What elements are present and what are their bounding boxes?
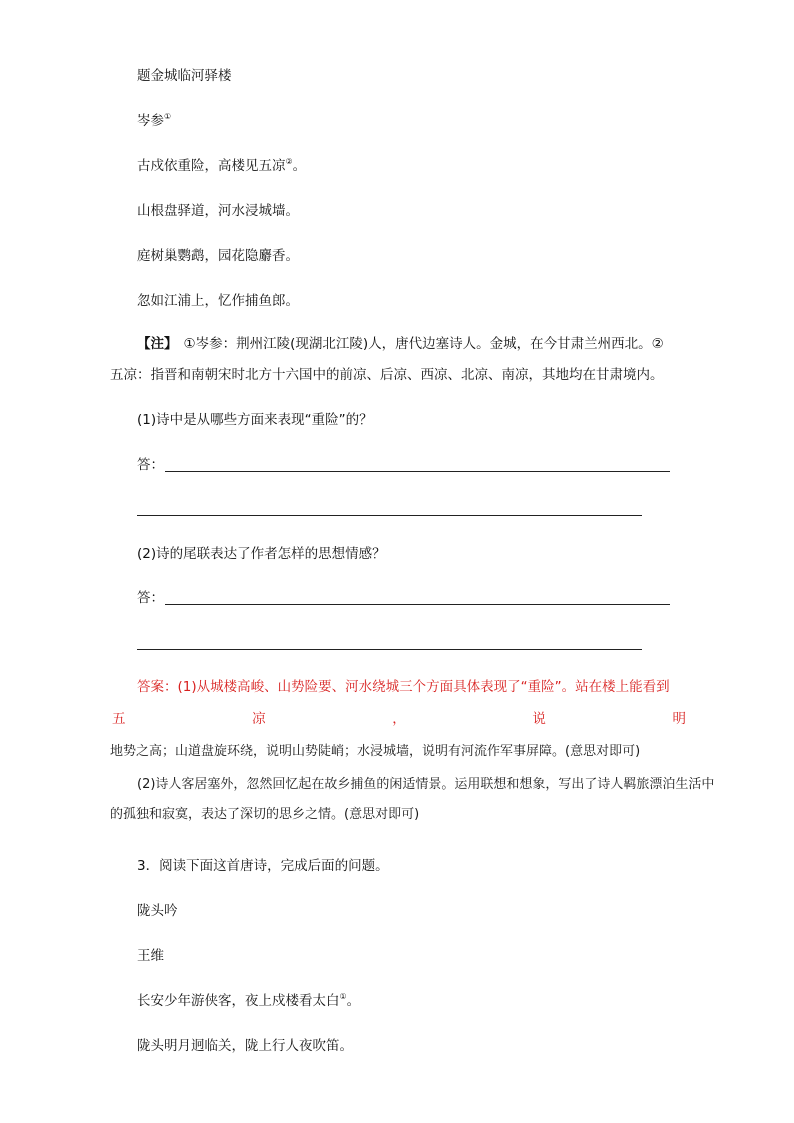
answer-text: 地势之高；山道盘旋环绕，说明山势陡峭；水浸城墙，说明有河流作军事屏障。(意思对即可) — [110, 744, 641, 759]
poem-line — [137, 992, 360, 1010]
answer-justified-line — [112, 710, 686, 728]
annotation-label: 【注】 — [137, 336, 178, 352]
answer-text: 的孤独和寂寞，表达了深切的思乡之情。(意思对即可) — [110, 807, 420, 822]
section-3-prompt: 3．阅读下面这首唐诗，完成后面的问题。 — [137, 858, 389, 874]
answer-char: 凉 — [252, 711, 266, 727]
poem-author — [137, 112, 171, 130]
footnote-marker: ① — [164, 112, 172, 121]
annotation-line — [137, 335, 664, 353]
poem-author: 王维 — [137, 948, 164, 964]
answer-char: 说 — [532, 711, 546, 727]
answer-line[interactable] — [137, 649, 642, 650]
answer-line[interactable] — [165, 471, 670, 472]
poem-author-name: 岑参 — [137, 113, 164, 129]
poem-line-end: 。 — [292, 158, 307, 174]
poem-title: 陇头吟 — [137, 903, 178, 919]
poem-line-text: 古戍依重险，高楼见五凉 — [137, 158, 286, 174]
answer-line[interactable] — [137, 515, 642, 516]
answer-text: 答案：(1)从城楼高峻、山势险要、河水绕城三个方面具体表现了“重险”。站在楼上能看到 — [137, 679, 670, 695]
answer-label-1: 答： — [137, 457, 164, 473]
question-1: (1)诗中是从哪些方面来表现“重险”的？ — [137, 412, 373, 428]
poem-line-end: 。 — [346, 993, 361, 1009]
poem-line: 忽如江浦上，忆作捕鱼郎。 — [137, 293, 299, 309]
poem-line: 山根盘驿道，河水浸城墙。 — [137, 203, 299, 219]
poem-title: 题金城临河驿楼 — [137, 68, 232, 84]
answer-text: (2)诗人客居塞外，忽然回忆起在故乡捕鱼的闲适情景。运用联想和想象，写出了诗人羁旅漂泊生活中 — [137, 777, 715, 792]
answer-label-2: 答： — [137, 590, 164, 606]
annotation-line-2: 五凉：指晋和南朝宋时北方十六国中的前凉、后凉、西凉、北凉、南凉，其地均在甘肃境内。 — [110, 367, 664, 383]
poem-line: 庭树巢鹦鹉，园花隐麝香。 — [137, 248, 299, 264]
answer-line[interactable] — [165, 604, 670, 605]
answer-char: 明 — [672, 711, 686, 727]
answer-char: ， — [392, 711, 406, 727]
poem-line — [137, 157, 306, 175]
poem-line-text: 长安少年游侠客，夜上戍楼看太白 — [137, 993, 340, 1009]
footnote-marker: ① — [339, 992, 347, 1001]
question-2: (2)诗的尾联表达了作者怎样的思想情感？ — [137, 546, 386, 562]
answer-char: 五 — [112, 711, 126, 727]
footnote-marker: ② — [285, 157, 293, 166]
annotation-text: ①岑参：荆州江陵(现湖北江陵)人，唐代边塞诗人。金城，在今甘肃兰州西北。② — [183, 336, 664, 352]
poem-line: 陇头明月迥临关，陇上行人夜吹笛。 — [137, 1038, 353, 1054]
